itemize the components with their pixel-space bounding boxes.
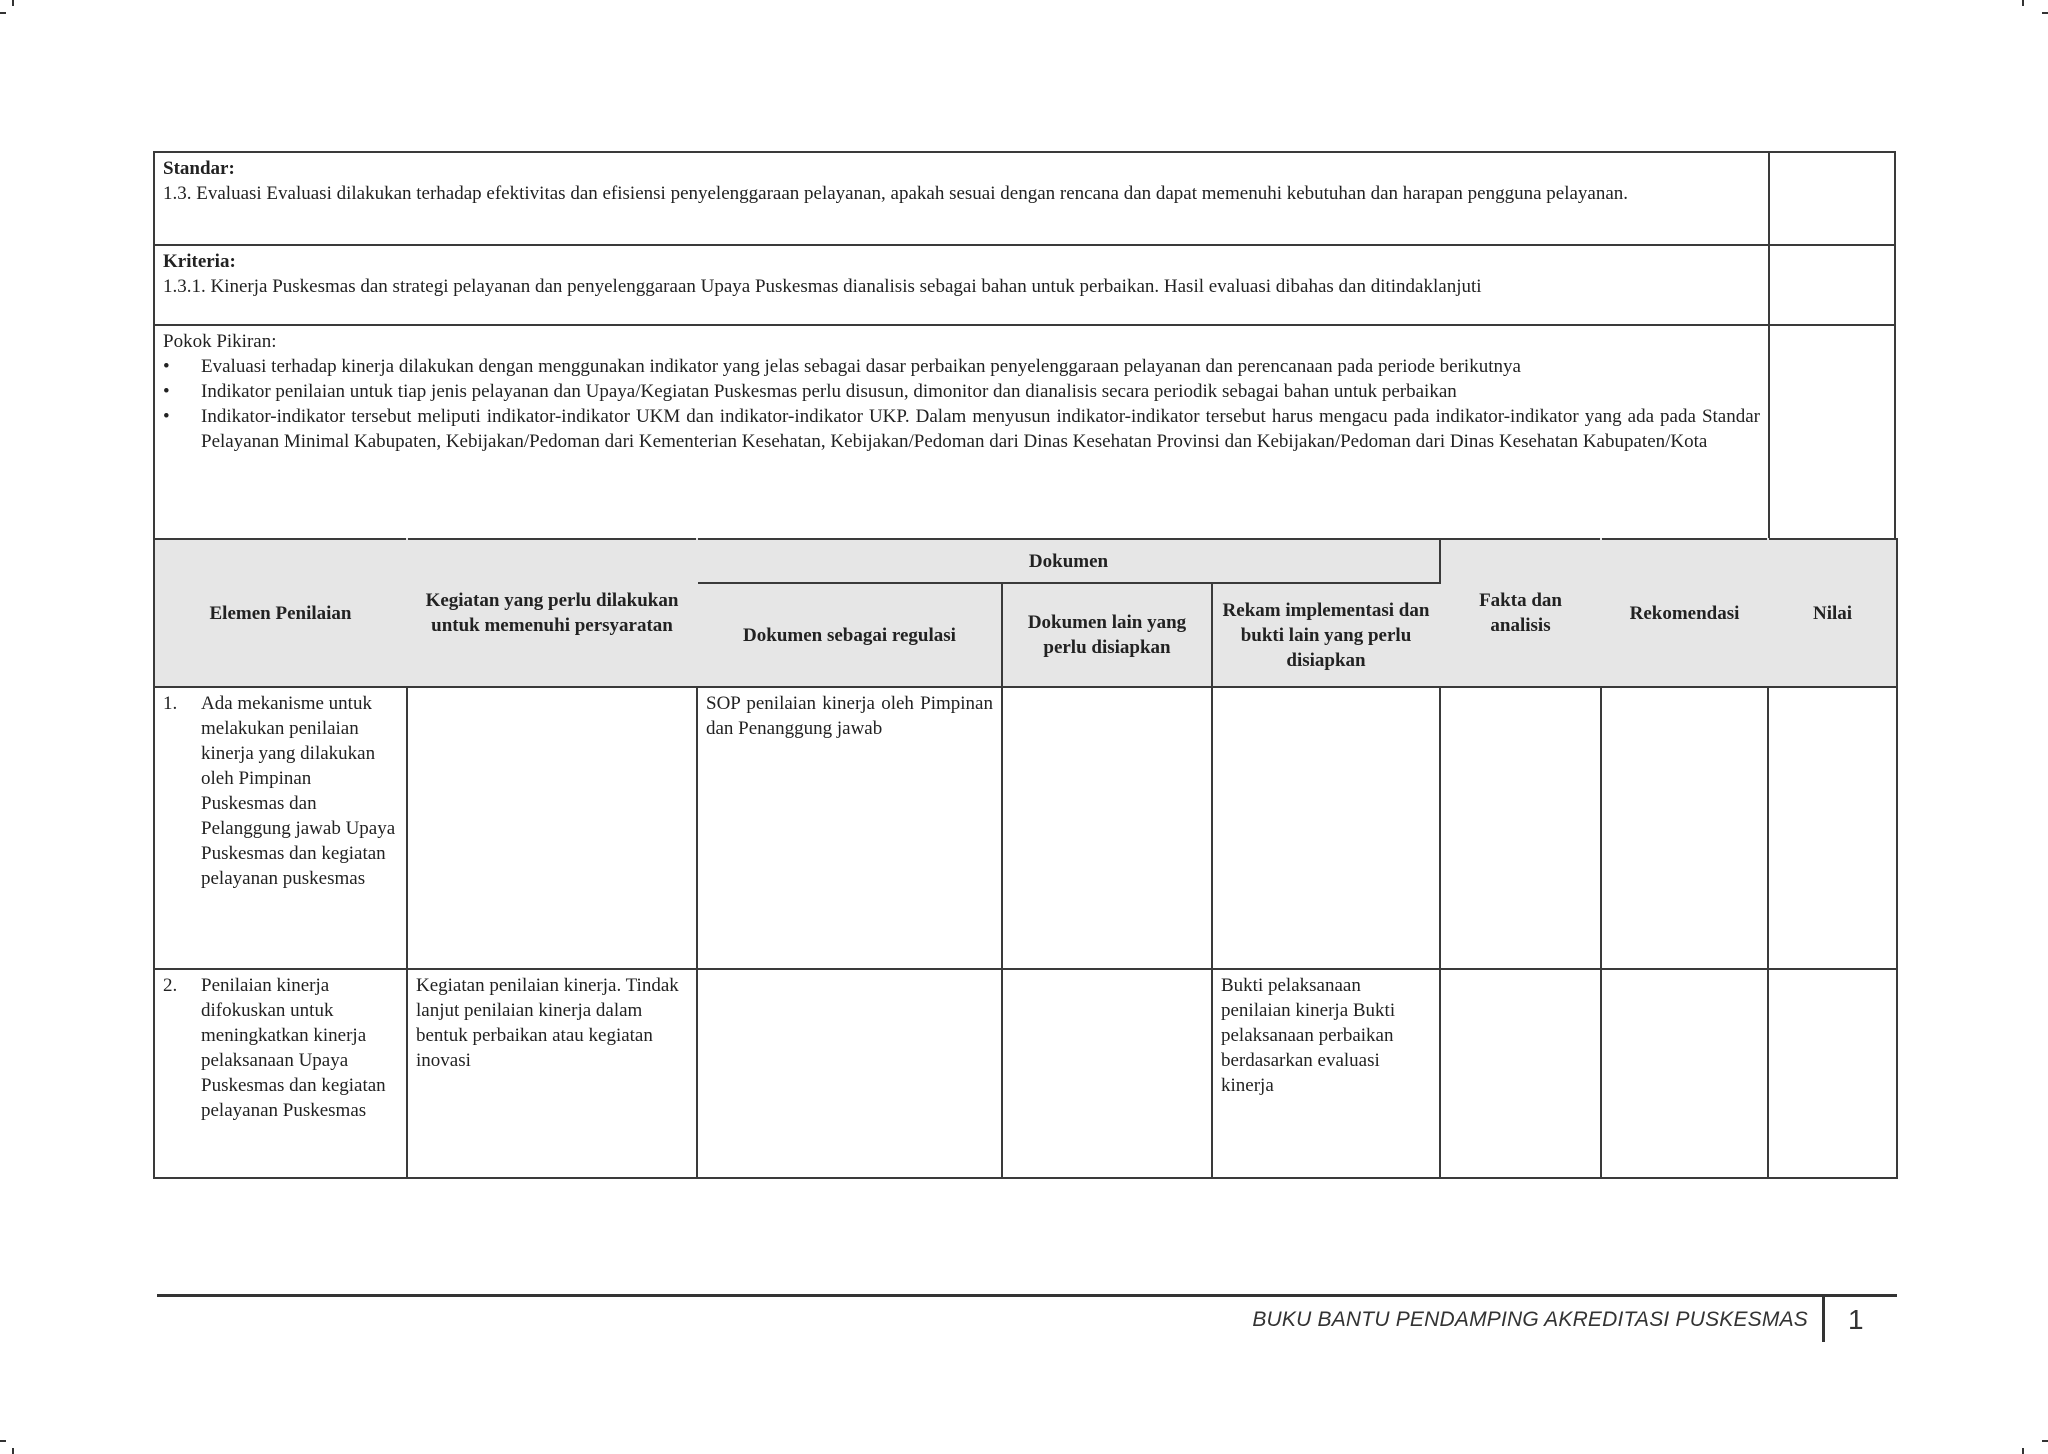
dok-regulasi-cell [697, 969, 1002, 1178]
kegiatan-cell: Kegiatan penilaian kinerja. Tindak lanjut penilaian kinerja dalam bentuk perbaikan atau kegiatan inovasi [407, 969, 697, 1178]
elemen-cell [154, 687, 407, 969]
standar-text: 1.3. Evaluasi Evaluasi dilakukan terhadap efektivitas dan efisiensi penyelenggaraan pelayanan, apakah sesuai dengan rencana dan dapat memenuhi kebutuhan dan harapan pengguna pelayanan. [163, 183, 1629, 204]
assessment-table [153, 538, 1898, 1179]
footer-separator [1822, 1296, 1825, 1342]
kriteria-row [154, 245, 1895, 325]
elemen-number: 2. [163, 975, 178, 996]
standar-cell [154, 152, 1769, 245]
crop-mark-bottom-left [0, 1440, 6, 1442]
crop-mark-bottom-right-v [2022, 1448, 2024, 1454]
footer-divider [157, 1294, 1897, 1297]
footer-book-title: BUKU BANTU PENDAMPING AKREDITASI PUSKESMAS [1252, 1308, 1808, 1331]
elemen-text: Penilaian kinerja difokuskan untuk meningkatkan kinerja pelaksanaan Upaya Puskesmas dan kegiatan pelayanan Puskesmas [201, 975, 386, 1121]
rekomendasi-cell [1601, 687, 1768, 969]
bullet-icon: • [163, 406, 170, 427]
table-row [154, 969, 1897, 1178]
header-elemen: Elemen Penilaian [154, 539, 407, 687]
header-row-top [154, 539, 1897, 583]
table-row [154, 687, 1897, 969]
fakta-cell [1440, 687, 1601, 969]
dok-regulasi-cell: SOP penilaian kinerja oleh Pimpinan dan Penanggung jawab [697, 687, 1002, 969]
elemen-number: 1. [163, 693, 178, 714]
crop-mark-top-right [2042, 12, 2048, 14]
standar-row [154, 152, 1895, 245]
header-rekomendasi: Rekomendasi [1601, 539, 1768, 687]
crop-mark-bottom-left-v [12, 1448, 14, 1454]
fakta-cell [1440, 969, 1601, 1178]
header-rekam: Rekam implementasi dan bukti lain yang perlu disiapkan [1212, 583, 1440, 687]
elemen-cell [154, 969, 407, 1178]
header-fakta: Fakta dan analisis [1440, 539, 1601, 687]
standar-side-cell [1769, 152, 1895, 245]
standar-label: Standar: [163, 158, 235, 179]
pokok-pikiran-side-cell [1769, 325, 1895, 539]
header-dok-regulasi: Dokumen sebagai regulasi [697, 583, 1002, 687]
header-dok-lain: Dokumen lain yang perlu disiapkan [1002, 583, 1212, 687]
header-dokumen: Dokumen [697, 539, 1440, 583]
kriteria-label: Kriteria: [163, 251, 236, 272]
list-item [163, 354, 1760, 379]
pokok-pikiran-cell [154, 325, 1769, 539]
bullet-icon: • [163, 356, 170, 377]
kriteria-text: 1.3.1. Kinerja Puskesmas dan strategi pelayanan dan penyelenggaraan Upaya Puskesmas dianalisis sebagai bahan untuk perbaikan. Hasil evaluasi dibahas dan ditindaklanjuti [163, 276, 1482, 297]
crop-mark-top-right-v [2022, 0, 2024, 6]
standard-info-table [153, 151, 1896, 540]
rekomendasi-cell [1601, 969, 1768, 1178]
list-item [163, 379, 1760, 404]
bullet-icon: • [163, 381, 170, 402]
rekam-cell [1212, 687, 1440, 969]
crop-mark-top-left-v [12, 0, 14, 6]
pokok-pikiran-item-text: Indikator penilaian untuk tiap jenis pelayanan dan Upaya/Kegiatan Puskesmas perlu disusun, dimonitor dan dianalisis secara periodik sebagai bahan untuk perbaikan [201, 381, 1457, 402]
dok-lain-cell [1002, 687, 1212, 969]
rekam-cell: Bukti pelaksanaan penilaian kinerja Bukti pelaksanaan perbaikan berdasarkan evaluasi kinerja [1212, 969, 1440, 1178]
nilai-cell [1768, 687, 1897, 969]
nilai-cell [1768, 969, 1897, 1178]
kegiatan-cell [407, 687, 697, 969]
pokok-pikiran-label: Pokok Pikiran: [163, 331, 277, 352]
page-number: 1 [1848, 1304, 1864, 1335]
list-item [163, 404, 1760, 454]
elemen-text: Ada mekanisme untuk melakukan penilaian kinerja yang dilakukan oleh Pimpinan Puskesmas dan Pelanggung jawab Upaya Puskesmas dan kegiatan pelayanan puskesmas [201, 693, 396, 889]
kriteria-cell [154, 245, 1769, 325]
pokok-pikiran-item-text: Evaluasi terhadap kinerja dilakukan dengan menggunakan indikator yang jelas sebagai dasar perbaikan penyelenggaraan pelayanan dan perencanaan pada periode berikutnya [201, 356, 1521, 377]
header-nilai: Nilai [1768, 539, 1897, 687]
kriteria-side-cell [1769, 245, 1895, 325]
dok-lain-cell [1002, 969, 1212, 1178]
crop-mark-top-left [0, 12, 6, 14]
pokok-pikiran-list [163, 354, 1760, 454]
crop-mark-bottom-right [2042, 1440, 2048, 1442]
pokok-pikiran-item-text: Indikator-indikator tersebut meliputi indikator-indikator UKM dan indikator-indikator UKP. Dalam menyusun indikator-indikator tersebut harus mengacu pada indikator-indikator yang ada pada Standar Pelayanan Minimal Kabupaten, Kebijakan/Pedoman dari Kementerian Kesehatan, Kebijakan/Pedoman dari Dinas Kesehatan Provinsi dan Kebijakan/Pedoman dari Dinas Kesehatan Kabupaten/Kota [201, 406, 1760, 452]
header-kegiatan: Kegiatan yang perlu dilakukan untuk memenuhi persyaratan [407, 539, 697, 687]
pokok-pikiran-row [154, 325, 1895, 539]
